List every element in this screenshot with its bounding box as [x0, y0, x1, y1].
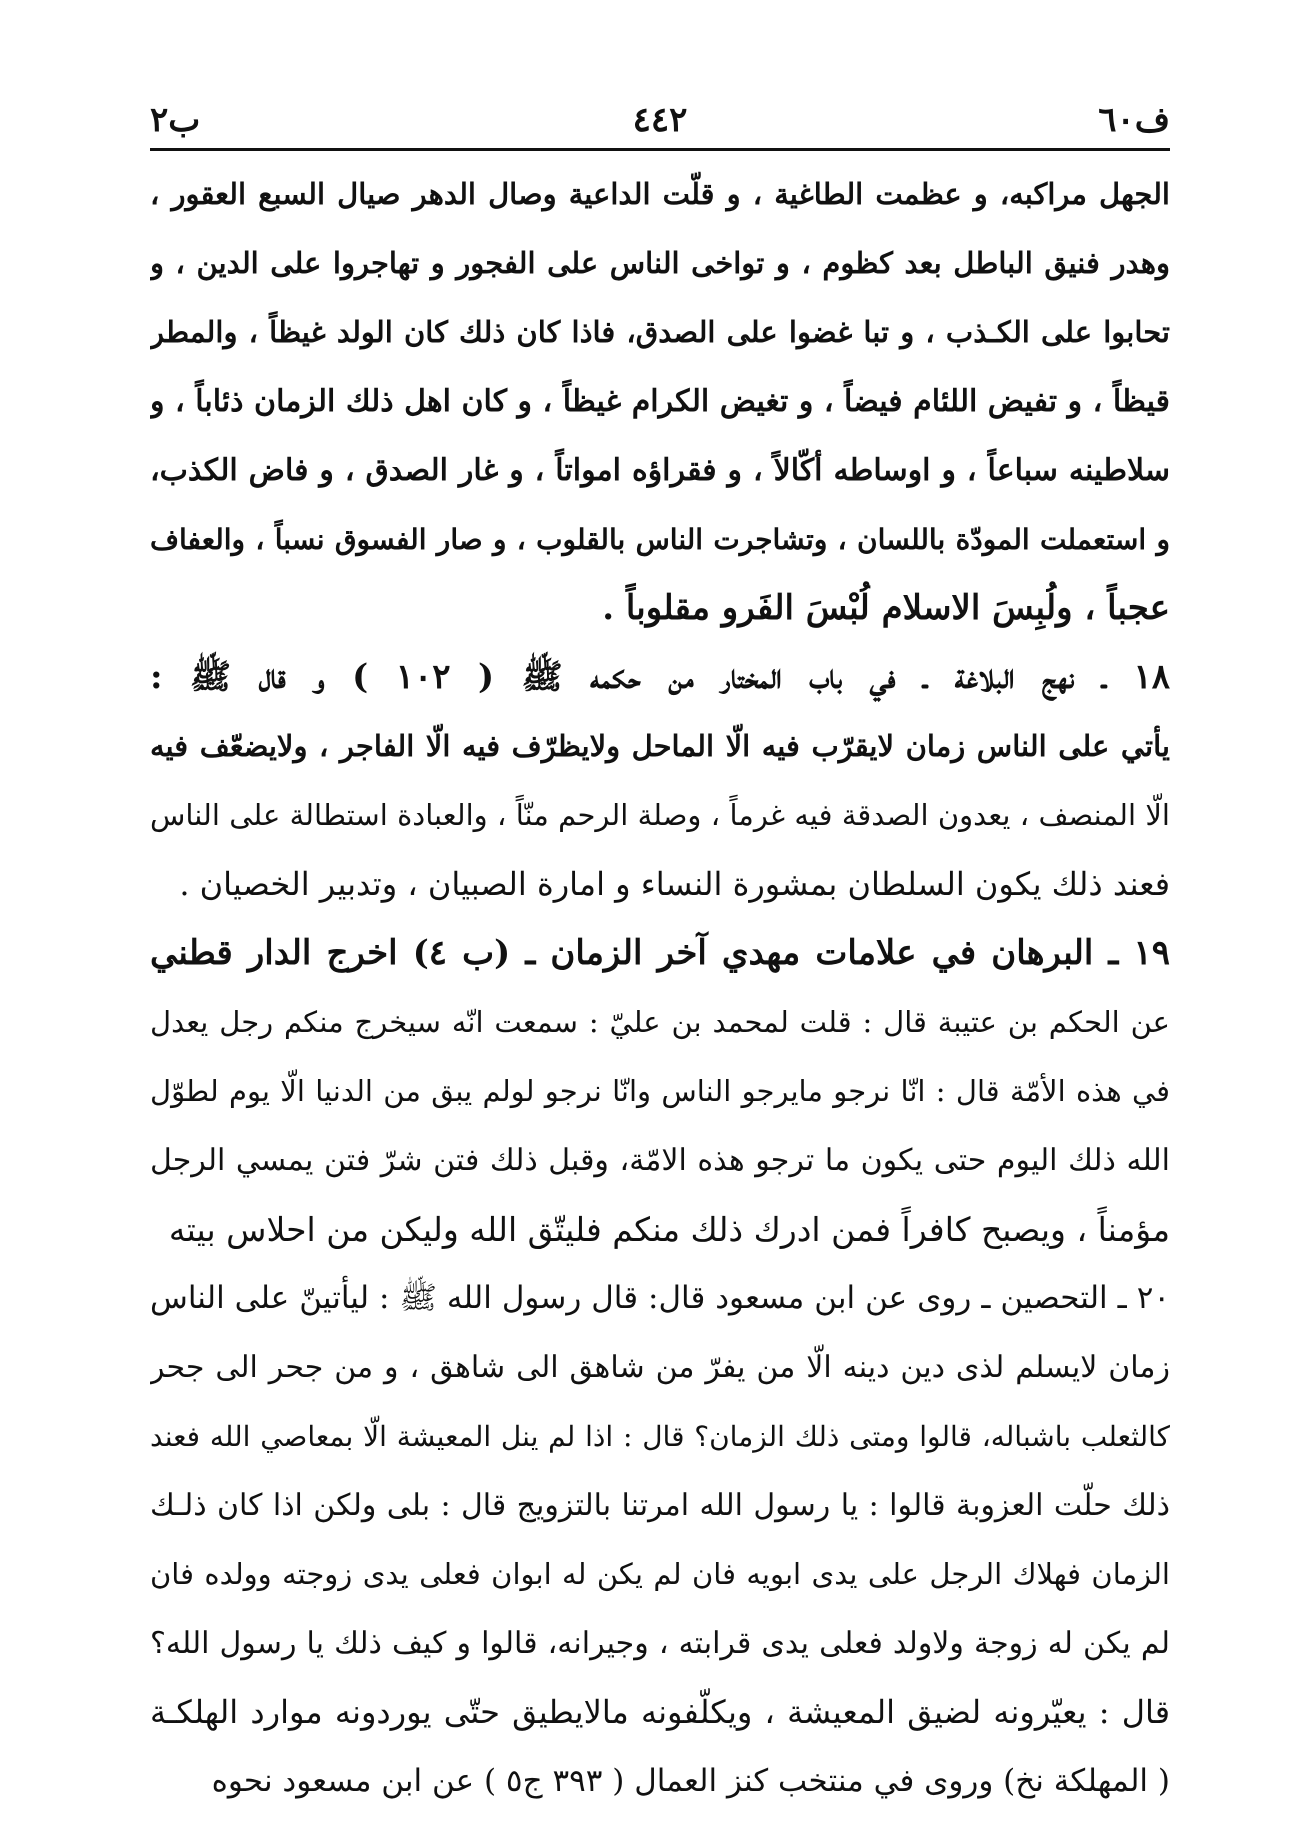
- header-section-ref: ف٦٠: [1098, 100, 1170, 140]
- text-line-14: في هذه الأمّة قال : انّا نرجو مايرجو الناس وانّا نرجو لولم يبق من الدنيا الّا يوم لطوّل: [150, 1074, 1170, 1108]
- page-number: ٤٤٢: [632, 100, 688, 140]
- text-line-19: كالثعلب باشباله، قالوا ومتى ذلك الزمان؟ قال : اذا لم ينل المعيشة الّا بمعاصي الله فعند: [150, 1420, 1170, 1453]
- text-line-13: عن الحكم بن عتيبة قال : قلت لمحمد بن عليّ : سمعت انّه سيخرج منكم رجل يعدل: [150, 1005, 1170, 1039]
- page-body: [150, 160, 1170, 1816]
- text-line-22: لم يكن له زوجة ولاولد فعلى يدى قرابته ، وجيرانه، قالوا و كيف ذلك يا رسول الله؟: [150, 1626, 1170, 1661]
- header-chapter-ref: ب٢: [150, 100, 201, 140]
- text-line-21: الزمان فهلاك الرجل على يدى ابويه فان لم يكن له ابوان فعلى يدى زوجته وولده فان: [150, 1557, 1170, 1591]
- text-line-16: مؤمناً ، ويصبح كافراً فمن ادرك ذلك منكم فليتّق الله وليكن من احلاس بيته: [168, 1210, 1170, 1249]
- text-line-1: الجهل مراكبه، و عظمت الطاغية ، و قلّت الداعية وصال الدهر صيال السبع العقور ،: [150, 177, 1170, 211]
- source-note-line: ( المهلكة نخ) وروى في منتخب كنز العمال ( ٣٩٣ ج٥ ) عن ابن مسعود نحوه: [211, 1763, 1170, 1799]
- section-20-heading: ٢٠ ـ التحصين ـ روى عن ابن مسعود قال: قال رسول الله ﷺ : ليأتينّ على الناس: [150, 1280, 1170, 1316]
- page-header: [150, 92, 1170, 148]
- text-line-5: سلاطينه سباعاً ، و اوساطه أكّالاً ، و فقراؤه امواتاً ، و غار الصدق ، و فاض الكذب،: [150, 453, 1170, 488]
- text-line-7: عجباً ، ولُبِسَ الاسلام لُبْسَ الفَرو مقلوباً .: [602, 588, 1170, 628]
- text-line-3: تحابوا على الكـذب ، و تبا غضوا على الصدق، فاذا كان ذلك كان الولد غيظاً ، والمطر: [150, 315, 1170, 349]
- text-line-15: الله ذلك اليوم حتى يكون ما ترجو هذه الامّة، وقبل ذلك فتن شرّ فتن يمسي الرجل: [150, 1143, 1170, 1178]
- text-line-2: وهدر فنيق الباطل بعد كظوم ، و تواخى الناس على الفجور و تهاجروا على الدين ، و: [150, 246, 1170, 280]
- text-line-6: و استعملت المودّة باللسان ، وتشاجرت الناس بالقلوب ، و صار الفسوق نسباً ، والعفاف: [150, 523, 1170, 556]
- text-line-11: فعند ذلك يكون السلطان بمشورة النساء و امارة الصبيان ، وتدبير الخصيان .: [179, 865, 1170, 903]
- text-line-23: قال : يعيّرونه لضيق المعيشة ، ويكلّفونه مالايطيق حتّى يوردونه موارد الهلكـة: [150, 1693, 1170, 1731]
- text-line-10: الّا المنصف ، يعدون الصدقة فيه غرماً ، وصلة الرحم منّاً ، والعبادة استطالة على الناس: [150, 798, 1170, 832]
- section-19-heading: ١٩ ـ البرهان في علامات مهدي آخر الزمان ـ (ب ٤) اخرج الدار قطني: [150, 933, 1170, 973]
- text-line-9: يأتي على الناس زمان لايقرّب فيه الّا الماحل ولايظرّف فيه الّا الفاجر ، ولايضعّف فيه: [150, 729, 1170, 763]
- text-line-20: ذلك حلّت العزوبة قالوا : يا رسول الله امرتنا بالتزويج قال : بلى ولكن اذا كان ذلـك: [150, 1488, 1170, 1523]
- text-line-4: قيظاً ، و تفيض اللئام فيضاً ، و تغيض الكرام غيظاً ، و كان اهل ذلك الزمان ذئاباً ، و: [150, 384, 1170, 419]
- text-line-18: زمان لايسلم لذى دين دينه الّا من يفرّ من شاهق الى شاهق ، و من جحر الى جحر: [150, 1350, 1170, 1385]
- section-18-heading: ١٨ ـ نهج البلاغة ـ في باب المختار من حكمه ﷺ ( ١٠٢ ) و قال ﷺ :: [150, 657, 1170, 697]
- header-divider: [150, 148, 1170, 151]
